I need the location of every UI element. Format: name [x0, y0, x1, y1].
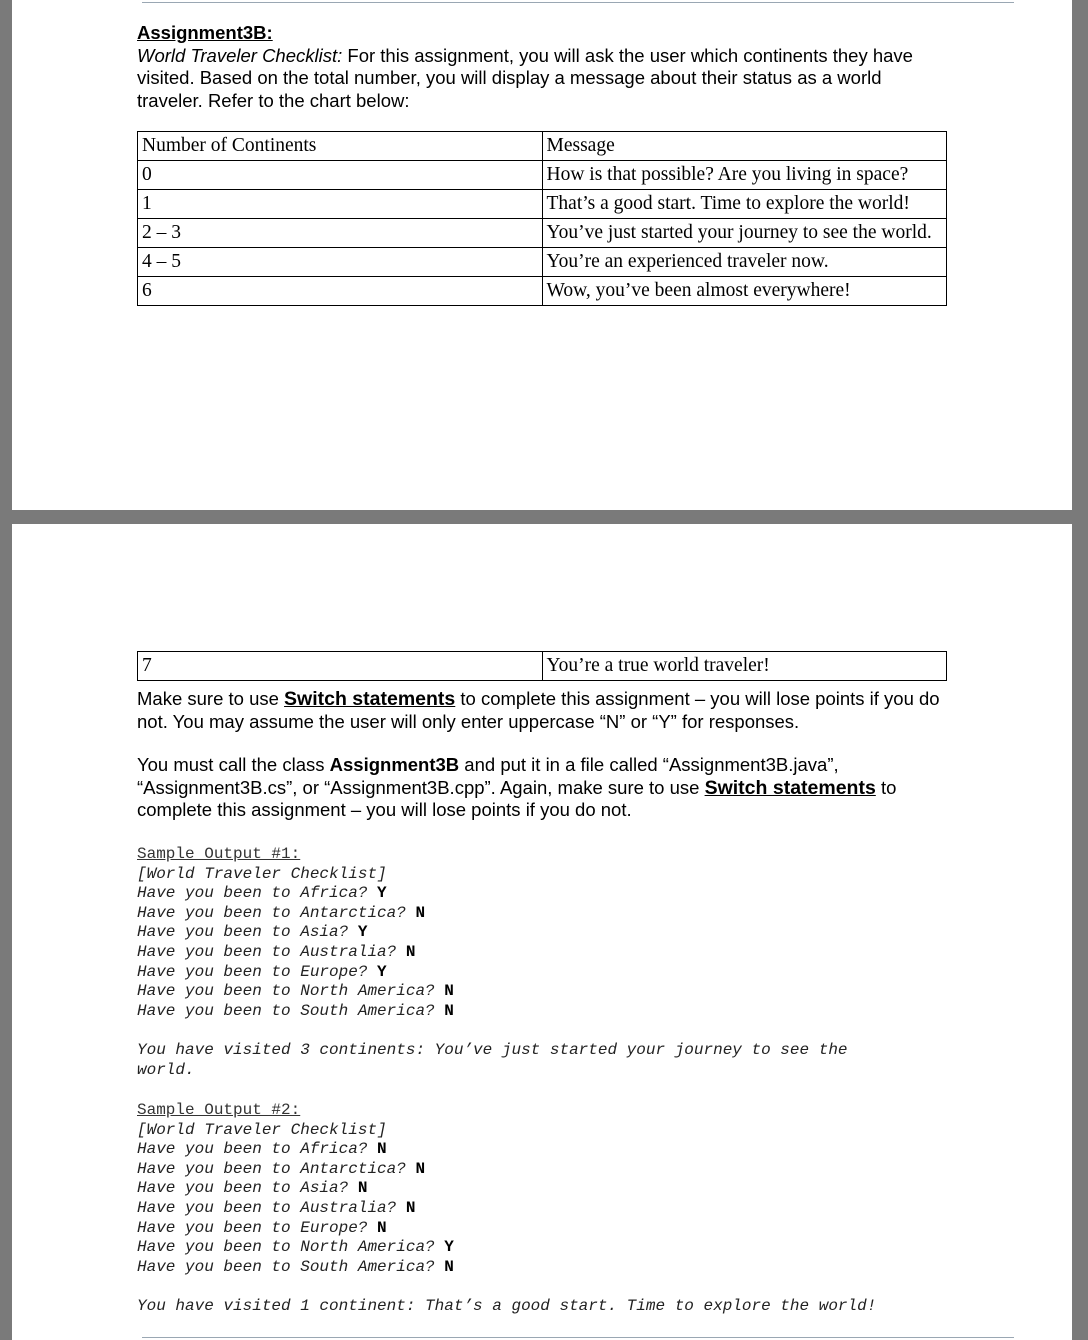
para2-text-c: to complete this assignment – you will lose points if you do not.: [137, 776, 897, 820]
table-header-row: [138, 132, 947, 161]
table-cell-count: 0: [138, 161, 543, 190]
para1-text-a: Make sure to use: [137, 688, 285, 709]
question-line: Have you been to Africa? Y: [137, 884, 387, 903]
document-page-2: [12, 524, 1072, 1340]
table-header-message: Message: [542, 132, 947, 161]
table-row: [138, 277, 947, 306]
question-line: Have you been to South America? N: [137, 1257, 454, 1276]
document-page-1: [12, 0, 1072, 510]
continent-message-table-continued: [137, 651, 947, 681]
table-row: [138, 190, 947, 219]
sample-output-header: [World Traveler Checklist]: [137, 1120, 387, 1139]
para1-text-b: to complete this assignment – you will lose points if you do not. You may assume the user will only enter uppercase “N” or “Y” for responses.: [137, 688, 940, 732]
assignment-heading: Assignment3B:: [137, 22, 273, 43]
table-cell-message: You’re an experienced traveler now.: [542, 248, 947, 277]
sample-output-2: [137, 1101, 947, 1317]
question-line: Have you been to Europe? N: [137, 1218, 387, 1237]
para2-text-a: You must call the class: [137, 754, 330, 775]
switch-statements-emphasis: Switch statements: [704, 776, 876, 799]
result-line: world.: [137, 1060, 195, 1079]
continent-message-table: [137, 131, 947, 306]
question-line: Have you been to South America? N: [137, 1001, 454, 1020]
table-row: [138, 652, 947, 681]
question-line: Have you been to Asia? N: [137, 1179, 368, 1198]
result-line: You have visited 3 continents: You’ve just started your journey to see the: [137, 1040, 848, 1059]
table-cell-count: 2 – 3: [138, 219, 543, 248]
question-line: Have you been to Antarctica? N: [137, 903, 426, 922]
sample-output-1: [137, 845, 947, 1080]
table-cell-count: 7: [138, 652, 543, 681]
result-line: You have visited 1 continent: That’s a good start. Time to explore the world!: [137, 1296, 877, 1315]
instructions-paragraph-2: [137, 754, 947, 822]
question-line: Have you been to Europe? Y: [137, 962, 387, 981]
table-cell-message: You’ve just started your journey to see the world.: [542, 219, 947, 248]
assignment-subtitle: World Traveler Checklist:: [137, 44, 343, 66]
question-line: Have you been to Australia? N: [137, 942, 416, 961]
table-row: [138, 219, 947, 248]
assignment-intro-text: For this assignment, you will ask the user which continents they have visited. Based on the total number, you will display a message about their status as a world traveler. Refer to the chart below:: [137, 44, 913, 111]
page-top-rule: [142, 2, 1014, 3]
para2-text-b: and put it in a file called “Assignment3B.java”, “Assignment3B.cs”, or “Assignment3B.cpp”. Again, make sure to use: [137, 754, 839, 798]
table-cell-message: How is that possible? Are you living in space?: [542, 161, 947, 190]
question-line: Have you been to Asia? Y: [137, 923, 368, 942]
question-line: Have you been to Australia? N: [137, 1198, 416, 1217]
sample-output-title: Sample Output #2:: [137, 1101, 301, 1119]
table-cell-message: That’s a good start. Time to explore the world!: [542, 190, 947, 219]
table-cell-message: Wow, you’ve been almost everywhere!: [542, 277, 947, 306]
sample-output-title: Sample Output #1:: [137, 845, 301, 863]
table-header-count: Number of Continents: [138, 132, 543, 161]
class-name: Assignment3B: [329, 754, 460, 775]
switch-statements-emphasis: Switch statements: [284, 688, 456, 710]
table-row: [138, 248, 947, 277]
sample-output-header: [World Traveler Checklist]: [137, 864, 387, 883]
question-line: Have you been to Africa? N: [137, 1140, 387, 1159]
table-row: [138, 161, 947, 190]
assignment-intro: [137, 22, 947, 112]
question-line: Have you been to North America? N: [137, 982, 454, 1001]
table-cell-count: 6: [138, 277, 543, 306]
page-bottom-rule: [142, 1337, 1014, 1338]
table-cell-count: 1: [138, 190, 543, 219]
table-cell-message: You’re a true world traveler!: [542, 652, 947, 681]
instructions-paragraph-1: [137, 688, 947, 733]
question-line: Have you been to Antarctica? N: [137, 1159, 426, 1178]
table-cell-count: 4 – 5: [138, 248, 543, 277]
question-line: Have you been to North America? Y: [137, 1238, 454, 1257]
